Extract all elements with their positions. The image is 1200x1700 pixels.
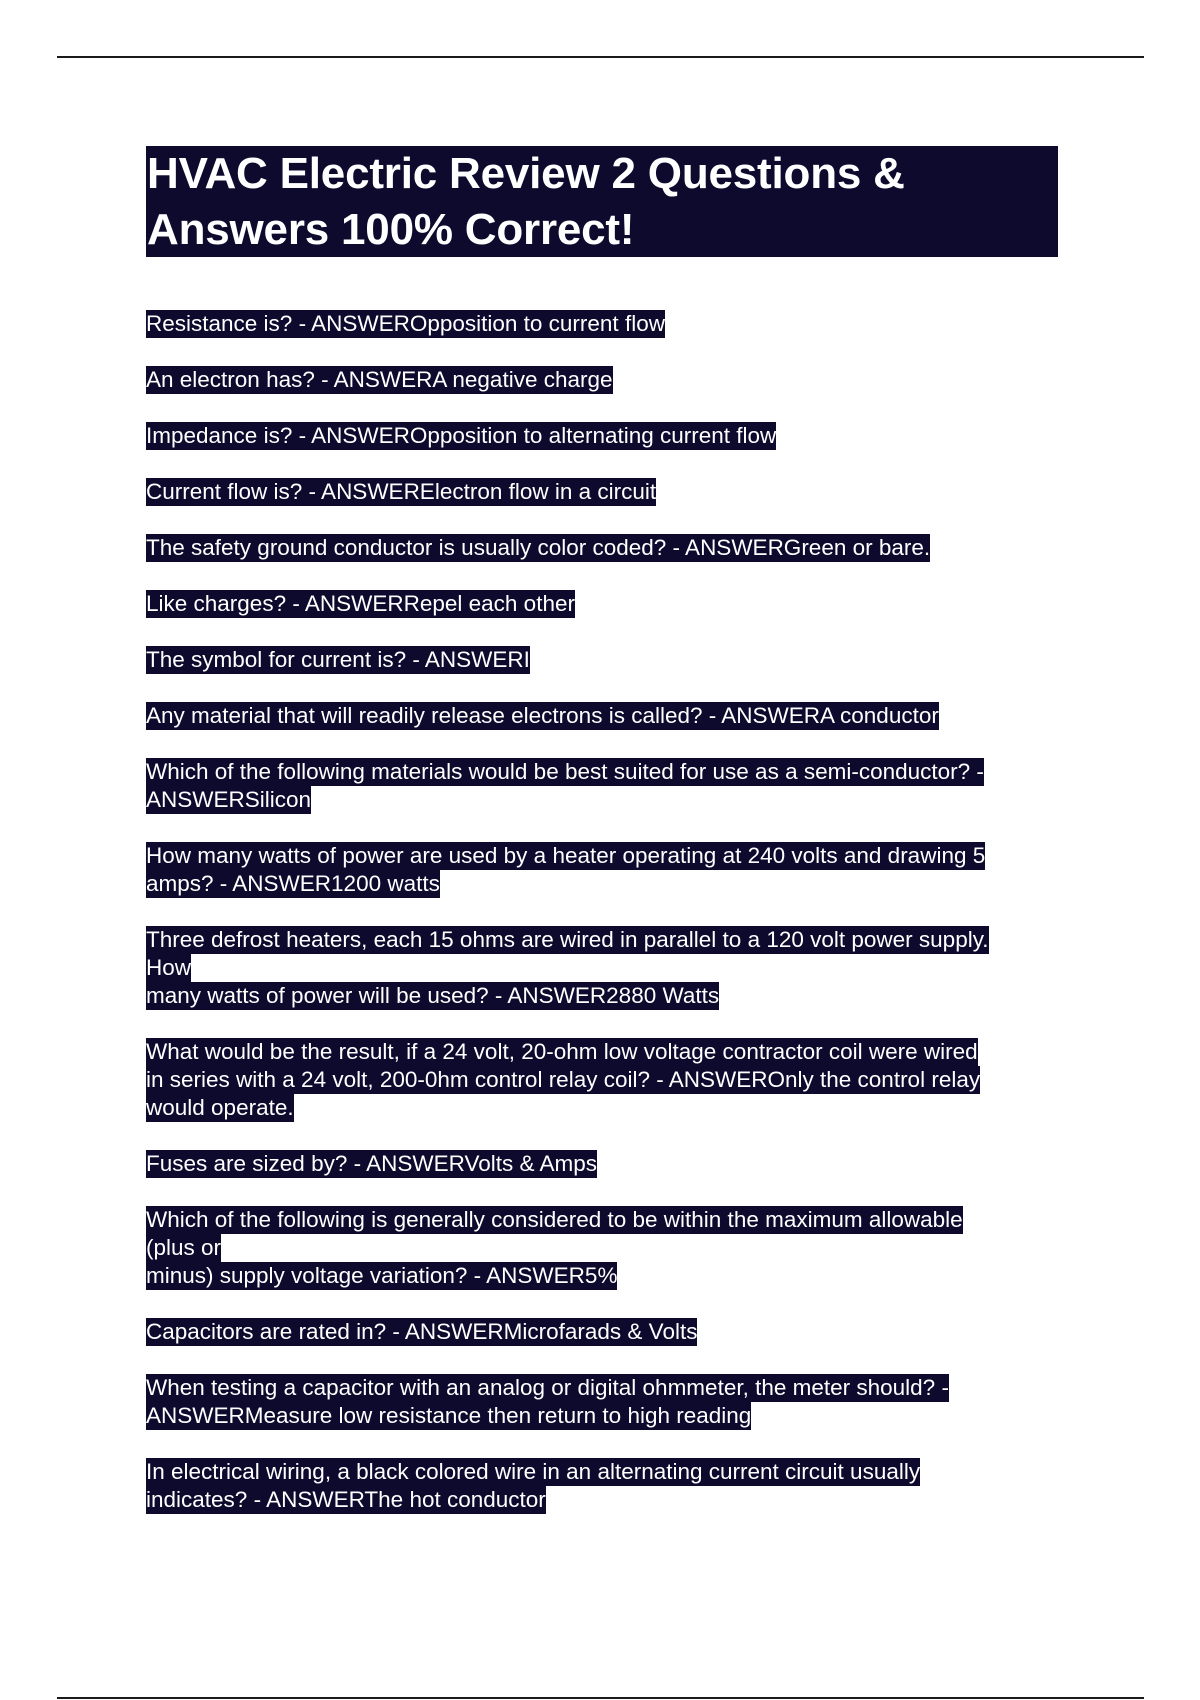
qa-item [146, 1374, 1058, 1430]
qa-text: How many watts of power are used by a heater operating at 240 volts and drawing 5 amps? - ANSWER1200 watts [146, 843, 986, 896]
qa-list [146, 310, 1058, 1514]
qa-item [146, 590, 1058, 618]
qa-text: Any material that will readily release electrons is called? - ANSWERA conductor [146, 703, 939, 728]
qa-item [146, 1318, 1058, 1346]
qa-text: In electrical wiring, a black colored wire in an alternating current circuit usually indicates? - ANSWERThe hot conductor [146, 1459, 921, 1512]
qa-text: Which of the following materials would be best suited for use as a semi-conductor? - ANSWERSilicon [146, 759, 984, 812]
qa-text: What would be the result, if a 24 volt, 20-ohm low voltage contractor coil were wired in series with a 24 volt, 200-0hm control relay coil? - ANSWEROnly the control relay would operate. [146, 1039, 981, 1120]
qa-item [146, 702, 1058, 730]
qa-text: Impedance is? - ANSWEROpposition to alternating current flow [146, 423, 777, 448]
qa-item [146, 842, 1058, 898]
page-title: HVAC Electric Review 2 Questions & Answers 100% Correct! [147, 149, 905, 254]
qa-text: Fuses are sized by? - ANSWERVolts & Amps [146, 1151, 598, 1176]
top-divider [57, 56, 1144, 58]
qa-text: When testing a capacitor with an analog or digital ohmmeter, the meter should? - ANSWERMeasure low resistance then return to high reading [146, 1375, 949, 1428]
qa-item [146, 478, 1058, 506]
qa-text: Resistance is? - ANSWEROpposition to current flow [146, 311, 665, 336]
qa-item [146, 1038, 1058, 1122]
qa-item [146, 926, 1058, 1010]
qa-text: Current flow is? - ANSWERElectron flow in a circuit [146, 479, 657, 504]
qa-text: An electron has? - ANSWERA negative charge [146, 367, 613, 392]
qa-item [146, 1150, 1058, 1178]
qa-text: The symbol for current is? - ANSWERI [146, 647, 530, 672]
qa-item [146, 422, 1058, 450]
qa-item [146, 1206, 1058, 1290]
qa-item [146, 758, 1058, 814]
qa-text: Capacitors are rated in? - ANSWERMicrofarads & Volts [146, 1319, 698, 1344]
qa-item [146, 1458, 1058, 1514]
document-body [146, 146, 1058, 1542]
qa-item [146, 366, 1058, 394]
qa-text: Three defrost heaters, each 15 ohms are wired in parallel to a 120 volt power supply. How many watts of power will be used? - ANSWER2880 Watts [146, 927, 989, 1008]
qa-item [146, 310, 1058, 338]
qa-text: Like charges? - ANSWERRepel each other [146, 591, 575, 616]
title-banner [146, 146, 1058, 257]
qa-item [146, 646, 1058, 674]
qa-text: The safety ground conductor is usually color coded? - ANSWERGreen or bare. [146, 535, 931, 560]
bottom-divider [57, 1697, 1144, 1699]
qa-text: Which of the following is generally considered to be within the maximum allowable (plus or minus) supply voltage variation? - ANSWER5% [146, 1207, 963, 1288]
qa-item [146, 534, 1058, 562]
